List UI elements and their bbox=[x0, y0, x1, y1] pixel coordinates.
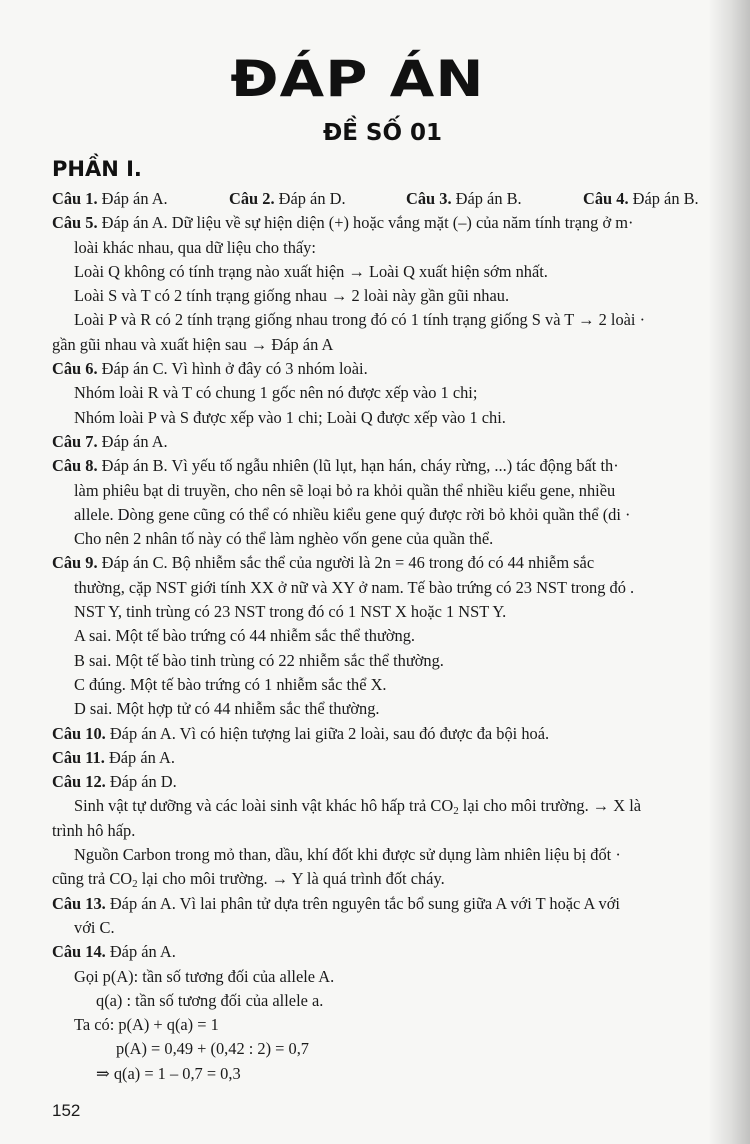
answer-text: thường, cặp NST giới tính XX ở nữ và XY ở nam. Tế bào trứng có 23 NST trong đó . bbox=[74, 577, 635, 597]
answer-text: Loài S và T có 2 tính trạng giống nhau → 2 loài này gần gũi nhau. bbox=[74, 286, 510, 306]
answer-text: Đáp án A. bbox=[104, 747, 175, 767]
answer-text: B sai. Một tế bào tinh trùng có 22 nhiễm sắc thể thường. bbox=[74, 650, 444, 670]
question-label: Câu 14. bbox=[52, 942, 106, 962]
answer-line bbox=[52, 527, 732, 551]
question-label: Câu 7. bbox=[52, 431, 98, 451]
answer-text: Đáp án B. bbox=[451, 189, 522, 208]
answer-text: Gọi p(A): tần số tương đối của allele A. bbox=[74, 966, 335, 986]
answer-text: Nhóm loài R và T có chung 1 gốc nên nó được xếp vào 1 chi; bbox=[74, 383, 478, 403]
answer-line bbox=[52, 673, 732, 697]
answer-text: Nguồn Carbon trong mỏ than, dầu, khí đốt khi được sử dụng làm nhiên liệu bị đốt · bbox=[74, 845, 621, 865]
answer-text: loài khác nhau, qua dữ liệu cho thấy: bbox=[74, 237, 316, 257]
answer-text: D sai. Một hợp tử có 44 nhiễm sắc thể thường. bbox=[74, 699, 380, 719]
answer-line bbox=[52, 503, 732, 527]
answer-line bbox=[52, 722, 732, 746]
answer-line bbox=[52, 624, 732, 648]
page-title: ĐÁP ÁN bbox=[230, 50, 485, 108]
answer-line bbox=[52, 236, 732, 260]
answer-text: C đúng. Một tế bào trứng có 1 nhiễm sắc thể X. bbox=[74, 674, 387, 694]
answer-text: Sinh vật tự dưỡng và các loài sinh vật khác hô hấp trả CO bbox=[74, 796, 454, 816]
answer-line bbox=[52, 211, 732, 235]
answer-line bbox=[52, 649, 732, 673]
answer-text: Đáp án C. Vì hình ở đây có 3 nhóm loài. bbox=[97, 359, 368, 379]
question-label: Câu 4. bbox=[583, 189, 629, 208]
answer-line bbox=[52, 187, 732, 211]
answer-text: Đáp án B. Vì yếu tố ngẫu nhiên (lũ lụt, hạn hán, cháy rừng, ...) tác động bất th· bbox=[97, 456, 619, 476]
answer-line bbox=[52, 892, 732, 916]
answer-text: Đáp án B. bbox=[628, 189, 699, 208]
answer-line bbox=[52, 843, 732, 867]
answer-text: Đáp án A. bbox=[105, 942, 176, 962]
question-label: Câu 3. bbox=[406, 189, 452, 208]
page-subtitle: ĐỀ SỐ 01 bbox=[322, 120, 443, 146]
question-label: Câu 5. bbox=[52, 213, 98, 233]
answer-line bbox=[52, 479, 732, 503]
question-label: Câu 9. bbox=[52, 553, 98, 573]
question-label: Câu 13. bbox=[52, 893, 106, 913]
answer-text: q(a) : tần số tương đối của allele a. bbox=[96, 990, 324, 1010]
answer-line bbox=[52, 867, 732, 891]
question-label: Câu 12. bbox=[52, 772, 106, 792]
answer-text: Loài Q không có tính trạng nào xuất hiện → Loài Q xuất hiện sớm nhất. bbox=[74, 261, 548, 281]
short-answer bbox=[583, 187, 699, 211]
answer-line bbox=[52, 1013, 732, 1037]
answer-line bbox=[52, 746, 732, 770]
question-label: Câu 2. bbox=[229, 189, 275, 208]
answer-text: Loài P và R có 2 tính trạng giống nhau trong đó có 1 tính trạng giống S và T → 2 loài · bbox=[74, 310, 646, 330]
answer-text: ⇒ q(a) = 1 – 0,7 = 0,3 bbox=[96, 1063, 241, 1083]
question-label: Câu 6. bbox=[52, 359, 98, 379]
page-number: 152 bbox=[52, 1101, 81, 1120]
answer-text: với C. bbox=[74, 917, 115, 937]
answer-line bbox=[52, 357, 732, 381]
answer-line bbox=[52, 965, 732, 989]
short-answer bbox=[229, 187, 406, 211]
question-label: Câu 11. bbox=[52, 747, 105, 767]
answer-text: A sai. Một tế bào trứng có 44 nhiễm sắc thể thường. bbox=[74, 626, 415, 646]
answer-text: gần gũi nhau và xuất hiện sau → Đáp án A bbox=[52, 334, 334, 354]
answer-line bbox=[52, 916, 732, 940]
answer-text: Đáp án A. Vì lai phân tử dựa trên nguyên tắc bổ sung giữa A với T hoặc A với bbox=[105, 893, 620, 913]
question-label: Câu 8. bbox=[52, 456, 98, 476]
answer-line bbox=[52, 1062, 732, 1086]
question-label: Câu 10. bbox=[52, 723, 106, 743]
answer-line bbox=[52, 454, 732, 478]
answer-text: lại cho môi trường. → Y là quá trình đốt cháy. bbox=[137, 869, 445, 889]
answer-line bbox=[52, 770, 732, 794]
answer-line bbox=[52, 308, 732, 332]
answer-line bbox=[52, 940, 732, 964]
answer-text: Đáp án D. bbox=[105, 772, 177, 792]
answer-text: Cho nên 2 nhân tố này có thể làm nghèo vốn gene của quần thể. bbox=[74, 529, 494, 549]
answer-line bbox=[52, 1037, 732, 1061]
answer-line bbox=[52, 551, 732, 575]
short-answer bbox=[406, 187, 583, 211]
answer-text: Đáp án A. Vì có hiện tượng lai giữa 2 loài, sau đó được đa bội hoá. bbox=[105, 723, 550, 743]
answer-line bbox=[52, 430, 732, 454]
answer-line bbox=[52, 989, 732, 1013]
answer-line bbox=[52, 381, 732, 405]
answer-text: Đáp án C. Bộ nhiễm sắc thể của người là 2n = 46 trong đó có 44 nhiễm sắc bbox=[97, 553, 595, 573]
answer-text: làm phiêu bạt di truyền, cho nên sẽ loại bỏ ra khỏi quần thể nhiều kiểu gene, nhiều bbox=[74, 480, 616, 500]
question-label: Câu 1. bbox=[52, 189, 98, 208]
answer-content bbox=[52, 187, 732, 1086]
answer-line bbox=[52, 260, 732, 284]
answer-text: Nhóm loài P và S được xếp vào 1 chi; Loài Q được xếp vào 1 chi. bbox=[74, 407, 506, 427]
section-heading: PHẦN I. bbox=[52, 157, 142, 181]
answer-text: Đáp án A. Dữ liệu về sự hiện diện (+) hoặc vắng mặt (–) của năm tính trạng ở m· bbox=[97, 213, 634, 233]
answer-text: p(A) = 0,49 + (0,42 : 2) = 0,7 bbox=[116, 1039, 309, 1059]
answer-text: Đáp án A. bbox=[97, 189, 168, 208]
answer-text: lại cho môi trường. → X là bbox=[458, 796, 642, 816]
subscript: 2 bbox=[132, 878, 138, 891]
short-answer bbox=[52, 187, 229, 211]
answer-text: NST Y, tinh trùng có 23 NST trong đó có 1 NST X hoặc 1 NST Y. bbox=[74, 602, 507, 622]
answer-line bbox=[52, 697, 732, 721]
answer-text: allele. Dòng gene cũng có thể có nhiều kiểu gene quý được rời bỏ khỏi quần thể (di · bbox=[74, 504, 631, 524]
answer-text: Đáp án A. bbox=[97, 431, 168, 451]
answer-text: Ta có: p(A) + q(a) = 1 bbox=[74, 1015, 219, 1035]
answer-line bbox=[52, 600, 732, 624]
answer-line bbox=[52, 284, 732, 308]
answer-line bbox=[52, 576, 732, 600]
answer-line bbox=[52, 333, 732, 357]
answer-text: trình hô hấp. bbox=[52, 820, 136, 840]
answer-line bbox=[52, 794, 732, 818]
answer-text: Đáp án D. bbox=[274, 189, 346, 208]
subscript: 2 bbox=[453, 805, 459, 818]
answer-line bbox=[52, 819, 732, 843]
answer-line bbox=[52, 406, 732, 430]
answer-text: cũng trả CO bbox=[52, 869, 133, 889]
